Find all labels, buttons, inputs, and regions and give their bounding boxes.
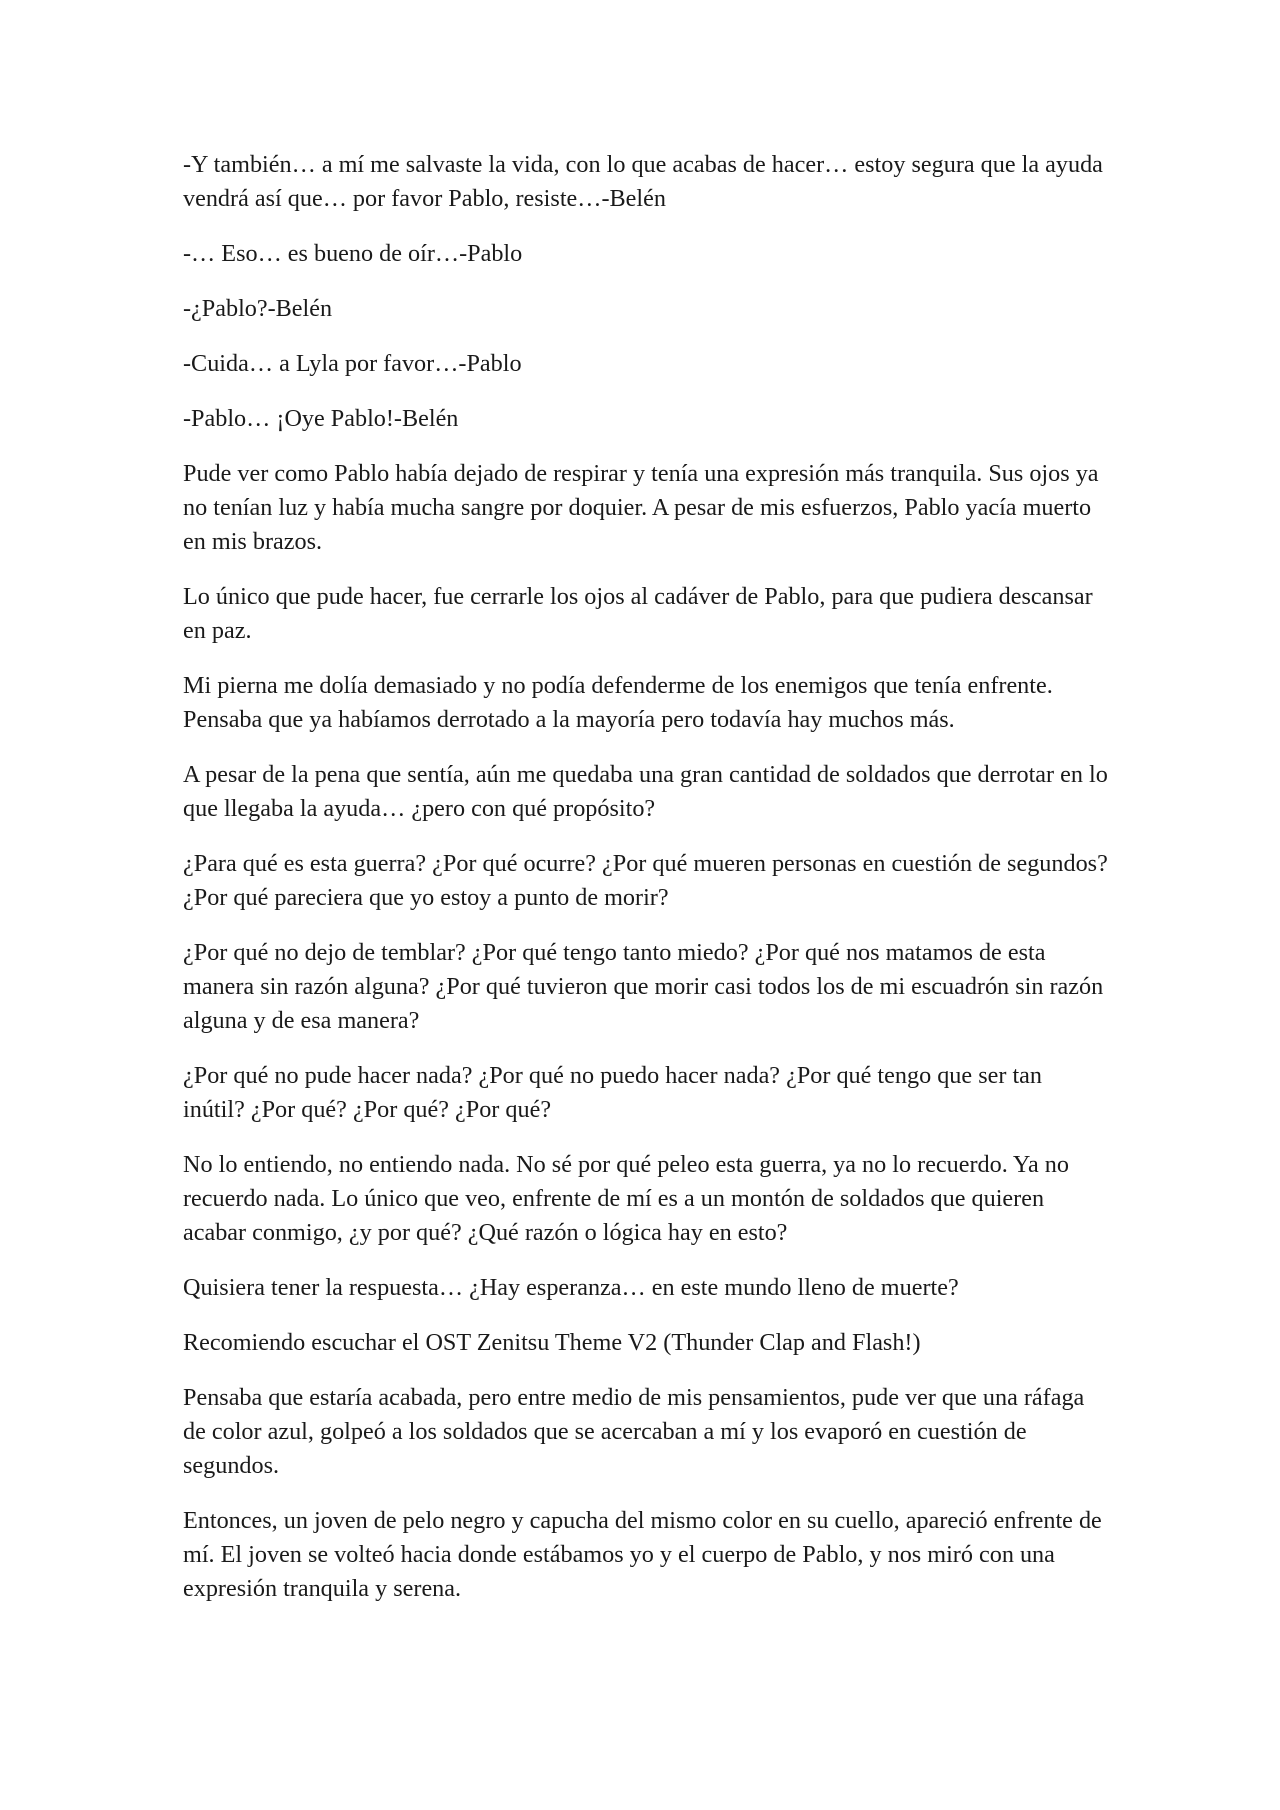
paragraph-4: -Cuida… a Lyla por favor…-Pablo [183,350,522,377]
paragraph-10: ¿Para qué es esta guerra? ¿Por qué ocurre? ¿Por qué mueren personas en cuestión de segundos? ¿Por qué pareciera que yo estoy a punto de morir? [183,850,1108,911]
paragraph-3: -¿Pablo?-Belén [183,295,333,322]
paragraph-7: Lo único que pude hacer, fue cerrarle los ojos al cadáver de Pablo, para que pudiera descansar en paz. [183,583,1093,644]
paragraph-9: A pesar de la pena que sentía, aún me quedaba una gran cantidad de soldados que derrotar en lo que llegaba la ayuda… ¿pero con qué propósito? [183,761,1108,822]
paragraph-17: Entonces, un joven de pelo negro y capucha del mismo color en su cuello, apareció enfrente de mí. El joven se volteó hacia donde estábamos yo y el cuerpo de Pablo, y nos miró con una expresión tranquila y serena. [183,1507,1102,1602]
paragraph-11: ¿Por qué no dejo de temblar? ¿Por qué tengo tanto miedo? ¿Por qué nos matamos de esta manera sin razón alguna? ¿Por qué tuvieron que morir casi todos los de mi escuadrón sin razón alguna y de esa manera? [183,939,1104,1034]
document-body [183,148,1108,1627]
paragraph-6: Pude ver como Pablo había dejado de respirar y tenía una expresión más tranquila. Sus ojos ya no tenían luz y había mucha sangre por doquier. A pesar de mis esfuerzos, Pablo yacía muerto en mis brazos. [183,460,1099,555]
paragraph-14: Quisiera tener la respuesta… ¿Hay esperanza… en este mundo lleno de muerte? [183,1274,959,1301]
paragraph-5: -Pablo… ¡Oye Pablo!-Belén [183,405,459,432]
paragraph-15: Recomiendo escuchar el OST Zenitsu Theme V2 (Thunder Clap and Flash!) [183,1329,921,1356]
paragraph-2: -… Eso… es bueno de oír…-Pablo [183,240,523,267]
paragraph-16: Pensaba que estaría acabada, pero entre medio de mis pensamientos, pude ver que una ráfaga de color azul, golpeó a los soldados que se acercaban a mí y los evaporó en cuestión de segundos. [183,1384,1085,1479]
paragraph-12: ¿Por qué no pude hacer nada? ¿Por qué no puedo hacer nada? ¿Por qué tengo que ser tan inútil? ¿Por qué? ¿Por qué? ¿Por qué? [183,1062,1042,1123]
paragraph-1: -Y también… a mí me salvaste la vida, con lo que acabas de hacer… estoy segura que la ayuda vendrá así que… por favor Pablo, resiste…-Belén [183,151,1103,212]
paragraph-8: Mi pierna me dolía demasiado y no podía defenderme de los enemigos que tenía enfrente. Pensaba que ya habíamos derrotado a la mayoría pero todavía hay muchos más. [183,672,1053,733]
paragraph-13: No lo entiendo, no entiendo nada. No sé por qué peleo esta guerra, ya no lo recuerdo. Ya no recuerdo nada. Lo único que veo, enfrente de mí es a un montón de soldados que quieren acabar conmigo, ¿y por qué? ¿Qué razón o lógica hay en esto? [183,1151,1069,1246]
